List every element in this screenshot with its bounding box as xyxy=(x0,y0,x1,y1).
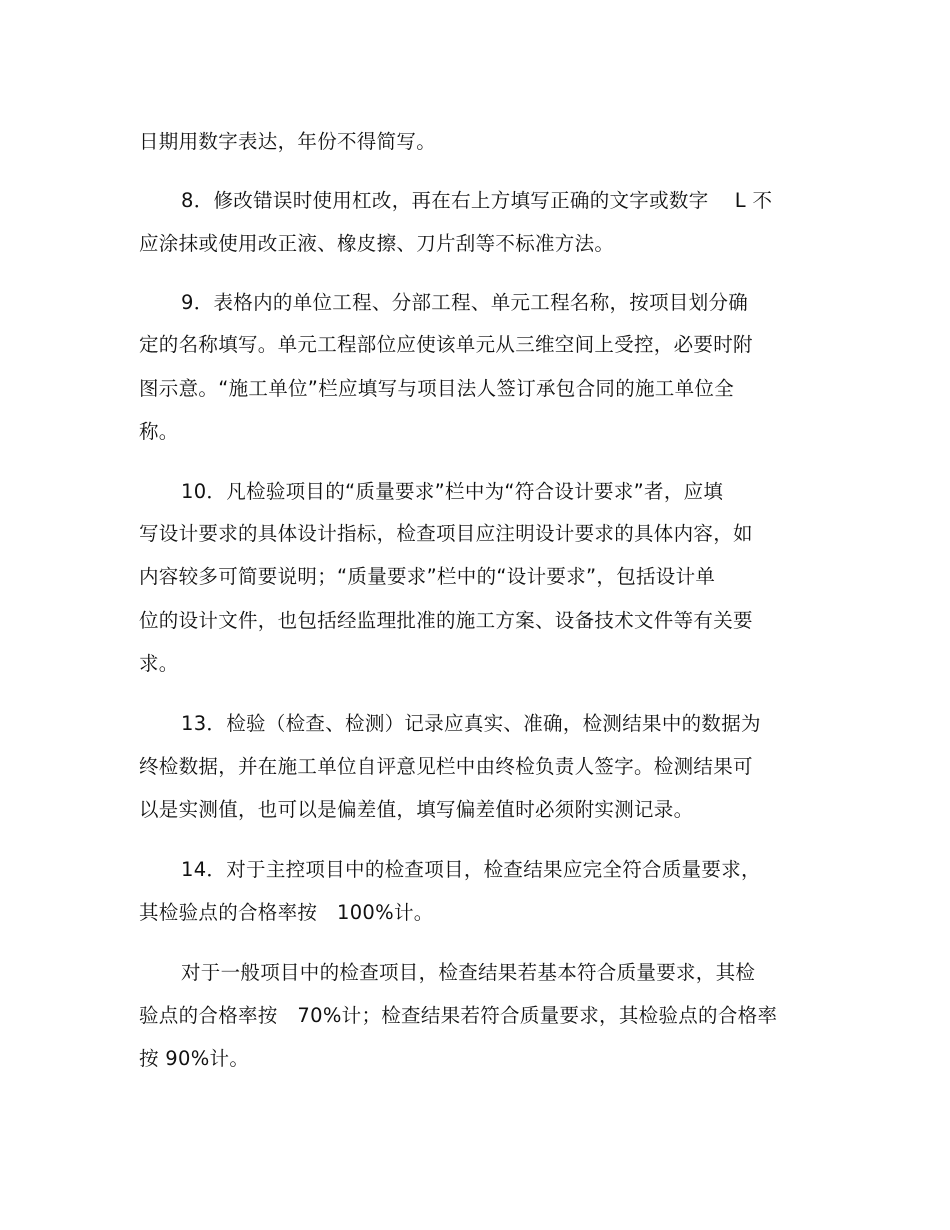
text-line: 写设计要求的具体设计指标，检查项目应注明设计要求的具体内容，如 xyxy=(139,522,753,545)
text-line: 9．表格内的单位工程、分部工程、单元工程名称，按项目划分确 xyxy=(181,291,749,314)
text-line: 13．检验（检查、检测）记录应真实、准确，检测结果中的数据为 xyxy=(181,712,761,735)
text-line: 其检验点的合格率按 100%计。 xyxy=(139,901,434,924)
text-line: 14．对于主控项目中的检查项目，检查结果应完全符合质量要求， xyxy=(181,858,761,881)
text-line: 称。 xyxy=(139,420,179,443)
text-line: 10．凡检验项目的“质量要求”栏中为“符合设计要求”者，应填 xyxy=(181,480,724,503)
text-line: 以是实测值，也可以是偏差值，填写偏差值时必须附实测记录。 xyxy=(139,798,694,821)
text-line: 终检数据，并在施工单位自评意见栏中由终检负责人签字。检测结果可 xyxy=(139,755,753,778)
text-line: 求。 xyxy=(139,652,179,675)
text-line: 按 90%计。 xyxy=(139,1047,250,1070)
text-line: 内容较多可简要说明；“质量要求”栏中的“设计要求”，包括设计单 xyxy=(139,565,716,588)
text-line: 验点的合格率按 70%计；检查结果若符合质量要求，其检验点的合格率 xyxy=(139,1004,778,1027)
text-line: 日期用数字表达，年份不得简写。 xyxy=(139,130,437,153)
text-line: 8．修改错误时使用杠改，再在右上方填写正确的文字或数字 L 不 xyxy=(181,189,773,212)
text-line: 定的名称填写。单元工程部位应使该单元从三维空间上受控，必要时附 xyxy=(139,333,753,356)
text-line: 图示意。“施工单位”栏应填写与项目法人签订承包合同的施工单位全 xyxy=(139,377,735,400)
text-line: 应涂抹或使用改正液、橡皮擦、刀片刮等不标准方法。 xyxy=(139,232,615,255)
text-line: 位的设计文件，也包括经监理批准的施工方案、设备技术文件等有关要 xyxy=(139,609,753,632)
text-line: 对于一般项目中的检查项目，检查结果若基本符合质量要求，其检 xyxy=(181,961,756,984)
